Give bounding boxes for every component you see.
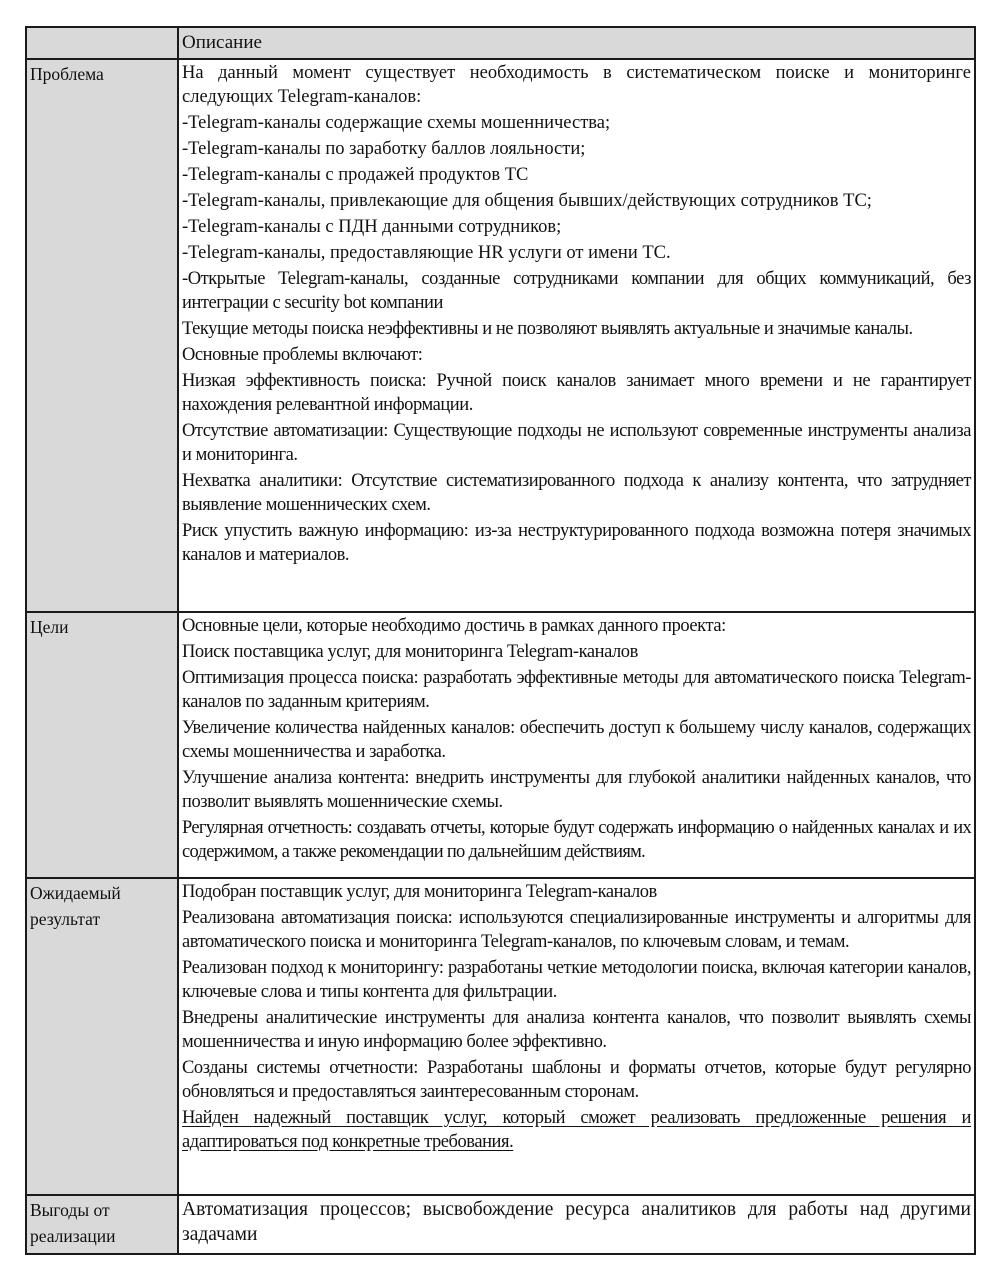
- paragraph: Отсутствие автоматизации: Существующие подходы не используют современные инструменты анализа и мониторинга.: [182, 421, 971, 465]
- paragraph: Поиск поставщика услуг, для мониторинга Telegram-каналов: [182, 642, 638, 662]
- paragraph: Автоматизация процессов; высвобождение ресурса аналитиков для работы над другими задачами: [182, 1199, 971, 1245]
- row-label-expected-result: Ожидаемый результат: [26, 878, 178, 1195]
- paragraph: На данный момент существует необходимость в систематическом поиске и мониторинге следующих Telegram-каналов:: [182, 63, 971, 107]
- row-label-problem: Проблема: [26, 59, 178, 612]
- table-row-benefits: [26, 1195, 975, 1254]
- list-item: -Telegram-каналы с ПДН данными сотрудников;: [182, 217, 562, 237]
- paragraph: Внедрены аналитические инструменты для анализа контента каналов, что позволит выявлять схемы мошенничества и иную информацию более эффективно.: [182, 1008, 971, 1052]
- paragraph: Текущие методы поиска неэффективны и не позволяют выявлять актуальные и значимые каналы.: [182, 319, 913, 339]
- row-content-goals: [178, 612, 975, 878]
- row-content-expected-result: [178, 878, 975, 1195]
- table-row-expected-result: [26, 878, 975, 1195]
- paragraph-underlined: Найден надежный поставщик услуг, который сможет реализовать предложенные решения и адаптироваться под конкретные требования.: [182, 1108, 971, 1152]
- list-item: -Telegram-каналы содержащие схемы мошенничества;: [182, 113, 611, 133]
- table-header-row: [26, 27, 975, 59]
- table-row-problem: [26, 59, 975, 612]
- paragraph: Риск упустить важную информацию: из-за неструктурированного подхода возможна потеря значимых каналов и материалов.: [182, 521, 971, 565]
- paragraph: Оптимизация процесса поиска: разработать эффективные методы для автоматического поиска Telegram-каналов по заданным критериям.: [182, 668, 971, 712]
- paragraph: Созданы системы отчетности: Разработаны шаблоны и форматы отчетов, которые будут регулярно обновляться и предоставляться заинтересованным сторонам.: [182, 1058, 971, 1102]
- list-item: -Telegram-каналы с продажей продуктов ТС: [182, 165, 529, 185]
- row-content-problem: [178, 59, 975, 612]
- paragraph: Подобран поставщик услуг, для мониторинга Telegram-каналов: [182, 882, 657, 902]
- paragraph: Регулярная отчетность: создавать отчеты, которые будут содержать информацию о найденных каналах и их содержимом, а также рекомендации по дальнейшим действиям.: [182, 818, 971, 862]
- header-label-cell: [26, 27, 178, 59]
- table-row-goals: [26, 612, 975, 878]
- row-label-goals: Цели: [26, 612, 178, 878]
- header-description-cell: Описание: [178, 27, 975, 59]
- list-item: -Telegram-каналы, предоставляющие HR услуги от имени ТС.: [182, 243, 671, 263]
- list-item: -Открытые Telegram-каналы, созданные сотрудниками компании для общих коммуникаций, без интеграции с security bot компании: [182, 269, 971, 313]
- row-content-benefits: [178, 1195, 975, 1254]
- paragraph: Основные проблемы включают:: [182, 345, 423, 365]
- paragraph: Увеличение количества найденных каналов: обеспечить доступ к большему числу каналов, содержащих схемы мошенничества и заработка.: [182, 718, 971, 762]
- list-item: -Telegram-каналы по заработку баллов лояльности;: [182, 139, 586, 159]
- paragraph: Улучшение анализа контента: внедрить инструменты для глубокой аналитики найденных каналов, что позволит выявлять мошеннические схемы.: [182, 768, 971, 812]
- paragraph: Низкая эффективность поиска: Ручной поиск каналов занимает много времени и не гарантирует нахождения релевантной информации.: [182, 371, 971, 415]
- paragraph: Реализована автоматизация поиска: используются специализированные инструменты и алгоритмы для автоматического поиска и мониторинга Telegram-каналов, по ключевым словам, и темам.: [182, 908, 971, 952]
- paragraph: Основные цели, которые необходимо достичь в рамках данного проекта:: [182, 616, 726, 636]
- row-label-benefits: Выгоды от реализации: [26, 1195, 178, 1254]
- project-description-table: [25, 26, 976, 1255]
- list-item: -Telegram-каналы, привлекающие для общения бывших/действующих сотрудников ТС;: [182, 191, 872, 211]
- paragraph: Нехватка аналитики: Отсутствие систематизированного подхода к анализу контента, что затрудняет выявление мошеннических схем.: [182, 471, 971, 515]
- paragraph: Реализован подход к мониторингу: разработаны четкие методологии поиска, включая категории каналов, ключевые слова и типы контента для фильтрации.: [182, 958, 971, 1002]
